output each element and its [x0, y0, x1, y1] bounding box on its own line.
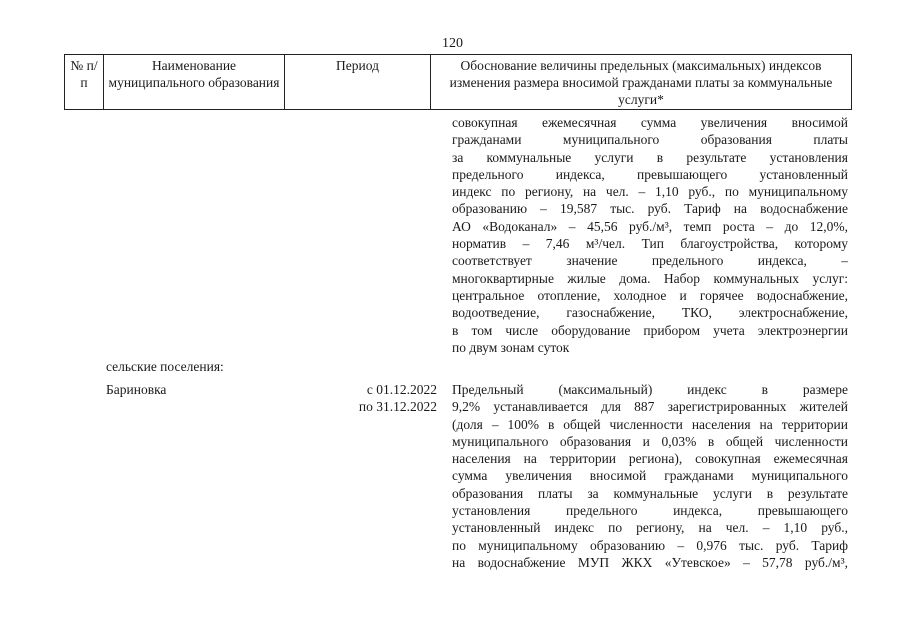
text-line: населения на территории региона), совокупная ежемесячная [452, 451, 848, 467]
section-label: сельские поселения: [106, 359, 224, 374]
text-line: совокупная ежемесячная сумма увеличения вносимой [452, 115, 848, 130]
text-line: образования платы за коммунальные услуги в результате [452, 485, 848, 501]
text-line: за коммунальные услуги в результате установления [452, 149, 848, 165]
text-line: муниципального образования и 0,03% в общей численности [452, 433, 848, 449]
period-to: по 31.12.2022 [358, 399, 437, 415]
text-line: 9,2% устанавливается для 887 зарегистрированных жителей [452, 399, 848, 415]
text-line: соответствует значение предельного индекса, – [452, 253, 848, 269]
text-line: предельного индекса, превышающего установленный [452, 166, 848, 182]
text-line: установленный индекс по региону, на чел. – 1,10 руб., [452, 520, 848, 536]
text-line: образованию – 19,587 тыс. руб. Тариф на водоснабжение [452, 201, 848, 217]
header-col-basis: Обоснование величины предельных (максимальных) индексов изменения размера вносимой гражданами платы за коммунальные услуги* [431, 55, 852, 110]
row2-basis-text [452, 381, 848, 571]
text-line: установления предельного индекса, превышающего [452, 503, 848, 519]
row1-basis-text [452, 114, 848, 356]
text-line: (доля – 100% в общей численности населения на территории [452, 416, 848, 432]
row2-period [300, 381, 437, 416]
text-line: на водоснабжение МУП ЖКХ «Утевское» – 57,78 руб./м³, [452, 554, 848, 570]
row2-municipality-name: Бариновка [106, 382, 167, 397]
header-col-number: № п/п [65, 55, 104, 110]
text-line: в том числе оборудование прибором учета электроэнергии [452, 322, 848, 338]
text-line: многоквартирные жилые дома. Набор коммунальных услуг: [452, 270, 848, 286]
header-col-period: Период [285, 55, 431, 110]
text-line: гражданами муниципального образования платы [452, 132, 848, 148]
text-line: АО «Водоканал» – 45,56 руб./м³, темп роста – до 12,0%, [452, 218, 848, 234]
text-line: сумма увеличения вносимой гражданами муниципального [452, 468, 848, 484]
text-line: центральное отопление, холодное и горячее водоснабжение, [452, 287, 848, 303]
text-line: по двум зонам суток [452, 339, 570, 355]
text-line: водоотведение, газоснабжение, ТКО, электроснабжение, [452, 305, 848, 321]
text-line: индекс по региону, на чел. – 1,10 руб., по муниципальному [452, 184, 848, 200]
text-line: норматив – 7,46 м³/чел. Тип благоустройства, которому [452, 236, 848, 252]
table-header [64, 54, 852, 110]
period-from: с 01.12.2022 [366, 382, 437, 397]
page-number: 120 [442, 36, 463, 51]
header-col-name: Наименование муниципального образования [104, 55, 285, 110]
text-line: по муниципальному образованию – 0,976 тыс. руб. Тариф [452, 537, 848, 553]
text-line: Предельный (максимальный) индекс в размере [452, 382, 848, 397]
